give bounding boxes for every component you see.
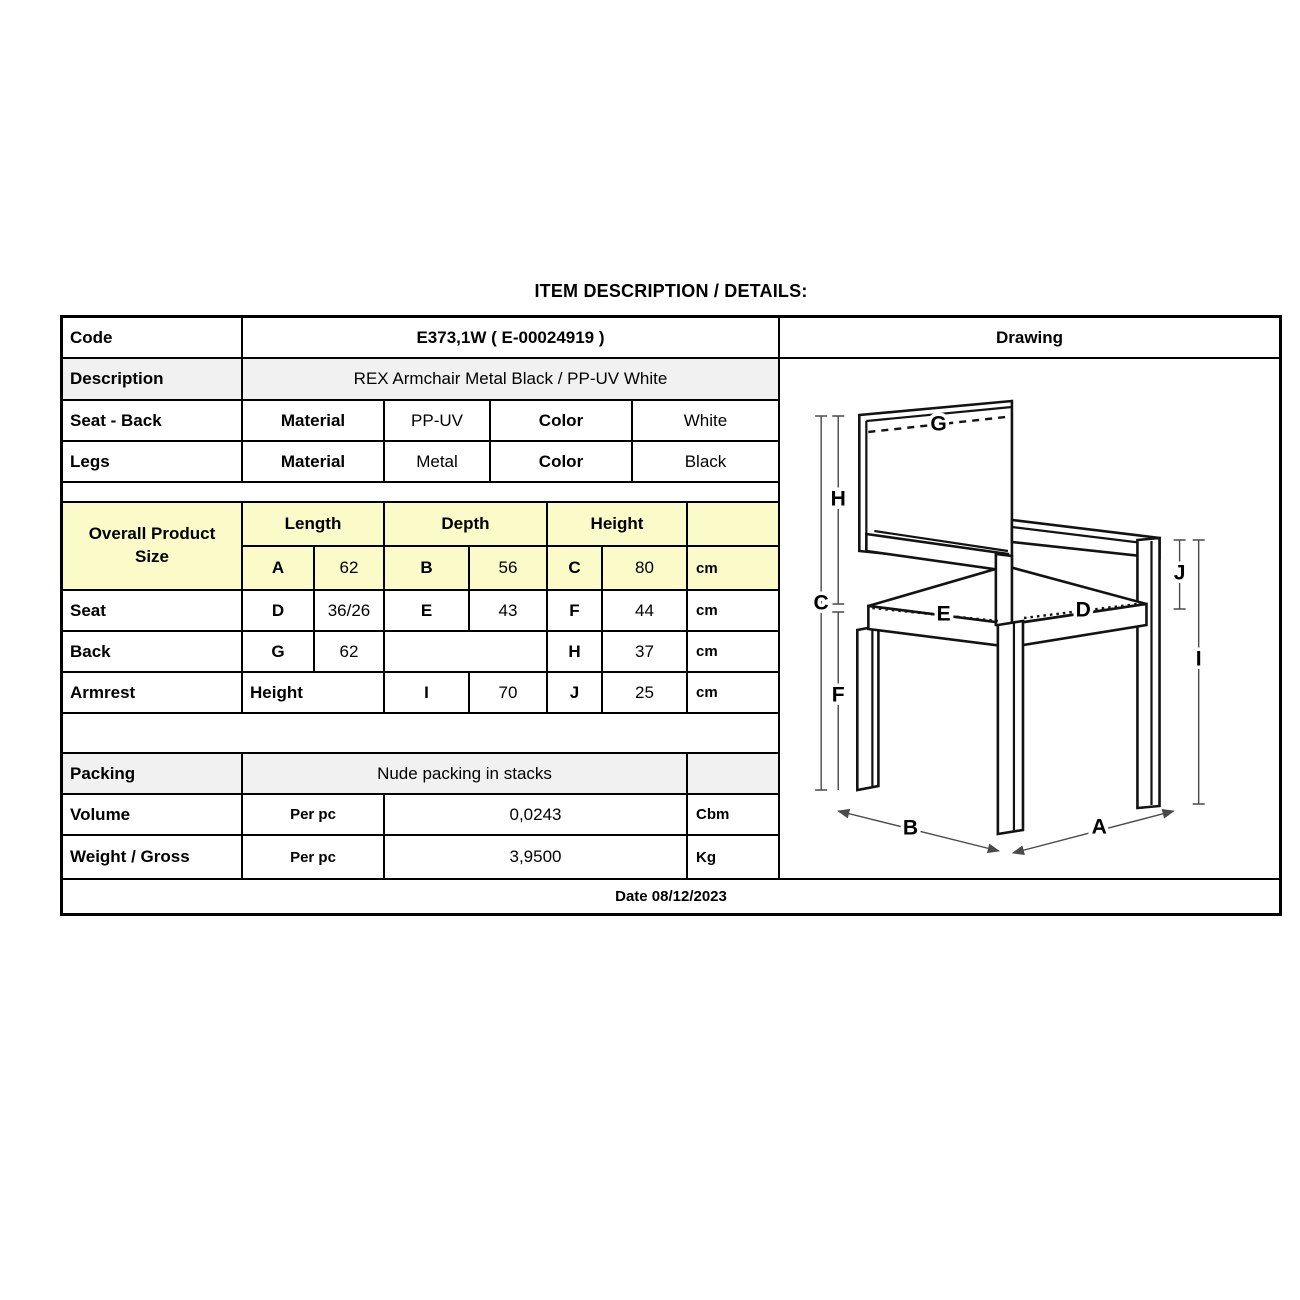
dim-label-g: G (930, 412, 947, 436)
seat-e-value: 43 (470, 591, 548, 630)
dim-arrow-b (838, 811, 999, 851)
armrest-j-value: 25 (603, 673, 688, 712)
seat-f-key: F (548, 591, 603, 630)
header-height: Height (548, 503, 688, 545)
back-g-key: G (243, 632, 315, 671)
armrest-i-value: 70 (470, 673, 548, 712)
seat-label: Seat (63, 591, 243, 630)
header-length: Length (243, 503, 385, 545)
dim-line-i (1193, 540, 1205, 804)
back-g-value: 62 (315, 632, 385, 671)
row-armrest (63, 673, 778, 714)
spec-columns (63, 318, 780, 878)
size-header-row (243, 503, 778, 547)
drawing-area (780, 359, 1279, 878)
weight-unit: Kg (696, 848, 716, 866)
overall-b-key: B (385, 547, 470, 589)
back-h-value: 37 (603, 632, 688, 671)
row-volume (63, 795, 778, 836)
row-description (63, 359, 778, 401)
back-h-key: H (548, 632, 603, 671)
description-label: Description (63, 359, 243, 399)
armrest-height-label: Height (243, 673, 385, 712)
spacer-row-2 (63, 714, 778, 754)
weight-per-label: Per pc (243, 836, 385, 878)
legs-material-label: Material (243, 442, 385, 481)
seat-back-color-value: White (683, 410, 728, 430)
row-overall-size (243, 547, 778, 589)
dim-label-j: J (1173, 561, 1186, 585)
spacer-cell (63, 714, 778, 752)
page-title: ITEM DESCRIPTION / DETAILS: (534, 281, 808, 301)
seat-e-key: E (385, 591, 470, 630)
armrest-j-key: J (548, 673, 603, 712)
legs-material-value: Metal (385, 442, 491, 481)
row-seat-back (63, 401, 778, 442)
legs-color-value: Black (684, 451, 727, 471)
chair-left-armrest-post (996, 554, 1012, 627)
chair-front-right-leg (1137, 538, 1159, 808)
dim-label-i: I (1195, 647, 1202, 671)
weight-label: Weight / Gross (63, 836, 243, 878)
armrest-i-key: I (385, 673, 470, 712)
chair-back-left-leg (857, 626, 878, 790)
dim-label-c: C (813, 591, 829, 615)
overall-unit: cm (688, 547, 778, 589)
packing-value: Nude packing in stacks (243, 754, 688, 793)
size-header-block (63, 503, 778, 591)
row-legs (63, 442, 778, 483)
armrest-unit: cm (696, 684, 718, 701)
table-main (63, 318, 1279, 880)
seat-back-label: Seat - Back (63, 401, 243, 440)
chair-front-left-leg (998, 621, 1023, 834)
dim-label-h: H (830, 487, 846, 511)
overall-a-key: A (243, 547, 315, 589)
armrest-label: Armrest (63, 673, 243, 712)
packing-unit-blank (688, 754, 778, 793)
dim-label-d: D (1075, 598, 1091, 622)
overall-a-value: 62 (315, 547, 385, 589)
spacer-row-1 (63, 483, 778, 503)
seat-f-value: 44 (603, 591, 688, 630)
drawing-column (780, 318, 1279, 878)
drawing-header: Drawing (780, 318, 1279, 359)
dim-label-f: F (831, 683, 845, 707)
seat-d-key: D (243, 591, 315, 630)
header-unit-blank (688, 503, 778, 545)
row-code (63, 318, 778, 359)
back-blank-cell (385, 632, 548, 671)
overall-c-key: C (548, 547, 603, 589)
back-label: Back (63, 632, 243, 671)
volume-value: 0,0243 (385, 795, 688, 834)
overall-c-value: 80 (603, 547, 688, 589)
back-unit: cm (696, 643, 718, 660)
row-back (63, 632, 778, 673)
dim-label-b: B (902, 816, 919, 840)
size-header-columns (243, 503, 778, 589)
row-packing (63, 754, 778, 795)
size-section-label: Overall Product Size (63, 503, 243, 589)
packing-label: Packing (63, 754, 243, 793)
spec-table (60, 315, 1282, 916)
date-row: Date 08/12/2023 (615, 888, 727, 905)
chair-drawing (780, 359, 1279, 878)
overall-b-value: 56 (470, 547, 548, 589)
code-label: Code (63, 318, 243, 357)
spacer-cell (63, 483, 778, 501)
legs-label: Legs (63, 442, 243, 481)
row-seat (63, 591, 778, 632)
legs-color-label: Color (491, 442, 633, 481)
header-depth: Depth (385, 503, 548, 545)
volume-label: Volume (63, 795, 243, 834)
seat-back-material-value: PP-UV (385, 401, 491, 440)
weight-value: 3,9500 (385, 836, 688, 878)
seat-unit: cm (696, 602, 718, 619)
volume-unit: Cbm (696, 806, 730, 823)
seat-d-value: 36/26 (315, 591, 385, 630)
seat-back-material-label: Material (243, 401, 385, 440)
seat-back-color-label: Color (491, 401, 633, 440)
volume-per-label: Per pc (243, 795, 385, 834)
row-weight (63, 836, 778, 878)
code-value: E373,1W ( E-00024919 ) (416, 327, 605, 347)
description-value: REX Armchair Metal Black / PP-UV White (353, 369, 668, 388)
dim-label-e: E (936, 602, 951, 626)
dim-label-a: A (1091, 815, 1107, 839)
